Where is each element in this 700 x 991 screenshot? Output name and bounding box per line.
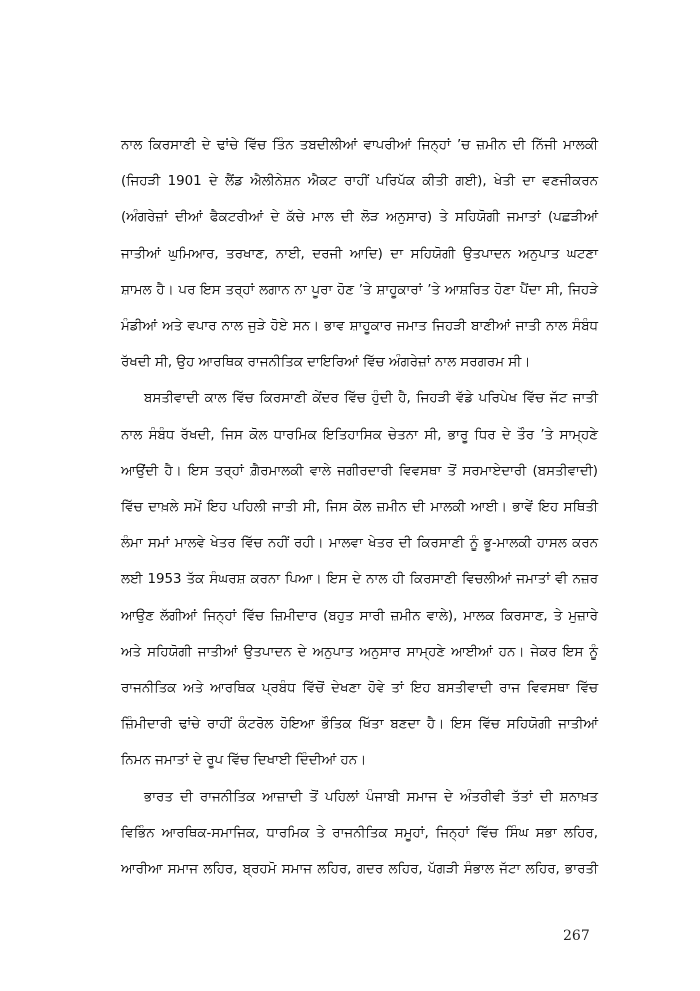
paragraph-1: ਨਾਲ ਕਿਰਸਾਣੀ ਦੇ ਢਾਂਚੇ ਵਿੱਚ ਤਿੰਨ ਤਬਦੀਲੀਆਂ ਵਾਪਰੀਆਂ ਜਿਨ੍ਹਾਂ ’ਚ ਜ਼ਮੀਨ ਦੀ ਨਿੱਜੀ ਮਾਲਕੀ (ਜਿਹੜੀ 1901 ਦੇ ਲੈਂਡ ਐਲੀਨੇਸ਼ਨ ਐਕਟ ਰਾਹੀਂ ਪਰਿਪੱਕ ਕੀਤੀ ਗਈ), ਖੇਤੀ ਦਾ ਵਣਜੀਕਰਨ (ਅੰਗਰੇਜ਼ਾਂ ਦੀਆਂ ਫੈਕਟਰੀਆਂ ਦੇ ਕੱਚੇ ਮਾਲ ਦੀ ਲੋੜ ਅਨੁਸਾਰ) ਤੇ ਸਹਿਯੋਗੀ ਜਮਾਤਾਂ (ਪਛੜੀਆਂ ਜਾਤੀਆਂ ਘੁਮਿਆਰ, ਤਰਖਾਣ, ਨਾਈ, ਦਰਜੀ ਆਦਿ) ਦਾ ਸਹਿਯੋਗੀ ਉਤਪਾਦਨ ਅਨੁਪਾਤ ਘਟਣਾ ਸ਼ਾਮਲ ਹੈ। ਪਰ ਇਸ ਤਰ੍ਹਾਂ ਲਗਾਨ ਨਾ ਪੂਰਾ ਹੋਣ ’ਤੇ ਸ਼ਾਹੂਕਾਰਾਂ ’ਤੇ ਆਸ਼ਰਿਤ ਹੋਣਾ ਪੈਂਦਾ ਸੀ, ਜਿਹੜੇ ਮੰਡੀਆਂ ਅਤੇ ਵਪਾਰ ਨਾਲ ਜੁੜੇ ਹੋਏ ਸਨ। ਭਾਵ ਸ਼ਾਹੂਕਾਰ ਜਮਾਤ ਜਿਹੜੀ ਬਾਣੀਆਂ ਜਾਤੀ ਨਾਲ ਸੰਬੰਧ ਰੱਖਦੀ ਸੀ, ਉਹ ਆਰਥਿਕ ਰਾਜਨੀਤਿਕ ਦਾਇਰਿਆਂ ਵਿੱਚ ਅੰਗਰੇਜ਼ਾਂ ਨਾਲ ਸਰਗਰਮ ਸੀ। <box>121 138 598 371</box>
paragraph-3: ਭਾਰਤ ਦੀ ਰਾਜਨੀਤਿਕ ਆਜ਼ਾਦੀ ਤੋਂ ਪਹਿਲਾਂ ਪੰਜਾਬੀ ਸਮਾਜ ਦੇ ਅੰਤਰੀਵੀ ਤੱਤਾਂ ਦੀ ਸ਼ਨਾਖ਼ਤ ਵਿਭਿੰਨ ਆਰਥਿਕ-ਸਮਾਜਿਕ, ਧਾਰਮਿਕ ਤੇ ਰਾਜਨੀਤਿਕ ਸਮੂਹਾਂ, ਜਿਨ੍ਹਾਂ ਵਿੱਚ ਸਿੰਘ ਸਭਾ ਲਹਿਰ, ਆਰੀਆ ਸਮਾਜ ਲਹਿਰ, ਬ੍ਰਹਮੋ ਸਮਾਜ ਲਹਿਰ, ਗਦਰ ਲਹਿਰ, ਪੱਗੜੀ ਸੰਭਾਲ ਜੱਟਾ ਲਹਿਰ, ਭਾਰਤੀ <box>121 789 598 878</box>
paragraph-2: ਬਸਤੀਵਾਦੀ ਕਾਲ ਵਿੱਚ ਕਿਰਸਾਣੀ ਕੇਂਦਰ ਵਿੱਚ ਹੁੰਦੀ ਹੈ, ਜਿਹੜੀ ਵੱਡੇ ਪਰਿਪੇਖ ਵਿੱਚ ਜੱਟ ਜਾਤੀ ਨਾਲ ਸੰਬੰਧ ਰੱਖਦੀ, ਜਿਸ ਕੋਲ ਧਾਰਮਿਕ ਇਤਿਹਾਸਿਕ ਚੇਤਨਾ ਸੀ, ਭਾਰੂ ਧਿਰ ਦੇ ਤੌਰ ’ਤੇ ਸਾਮ੍ਹਣੇ ਆਉਂਦੀ ਹੈ। ਇਸ ਤਰ੍ਹਾਂ ਗ਼ੈਰਮਾਲਕੀ ਵਾਲੇ ਜਗੀਰਦਾਰੀ ਵਿਵਸਥਾ ਤੋਂ ਸਰਮਾਏਦਾਰੀ (ਬਸਤੀਵਾਦੀ) ਵਿੱਚ ਦਾਖ਼ਲੇ ਸਮੇਂ ਇਹ ਪਹਿਲੀ ਜਾਤੀ ਸੀ, ਜਿਸ ਕੋਲ ਜ਼ਮੀਨ ਦੀ ਮਾਲਕੀ ਆਈ। ਭਾਵੇਂ ਇਹ ਸਥਿਤੀ ਲੰਮਾ ਸਮਾਂ ਮਾਲਵੇ ਖੇਤਰ ਵਿੱਚ ਨਹੀਂ ਰਹੀ। ਮਾਲਵਾ ਖੇਤਰ ਦੀ ਕਿਰਸਾਣੀ ਨੂੰ ਭੂ-ਮਾਲਕੀ ਹਾਸਲ ਕਰਨ ਲਈ 1953 ਤੱਕ ਸੰਘਰਸ਼ ਕਰਨਾ ਪਿਆ। ਇਸ ਦੇ ਨਾਲ ਹੀ ਕਿਰਸਾਣੀ ਵਿਚਲੀਆਂ ਜਮਾਤਾਂ ਵੀ ਨਜ਼ਰ ਆਉਣ ਲੱਗੀਆਂ ਜਿਨ੍ਹਾਂ ਵਿੱਚ ਜ਼ਿਮੀਦਾਰ (ਬਹੁਤ ਸਾਰੀ ਜ਼ਮੀਨ ਵਾਲੇ), ਮਾਲਕ ਕਿਰਸਾਣ, ਤੇ ਮੁਜ਼ਾਰੇ ਅਤੇ ਸਹਿਯੋਗੀ ਜਾਤੀਆਂ ਉਤਪਾਦਨ ਦੇ ਅਨੁਪਾਤ ਅਨੁਸਾਰ ਸਾਮ੍ਹਣੇ ਆਈਆਂ ਹਨ। ਜੇਕਰ ਇਸ ਨੂੰ ਰਾਜਨੀਤਿਕ ਅਤੇ ਆਰਥਿਕ ਪ੍ਰਬੰਧ ਵਿੱਚੋਂ ਦੇਖਣਾ ਹੋਵੇ ਤਾਂ ਇਹ ਬਸਤੀਵਾਦੀ ਰਾਜ ਵਿਵਸਥਾ ਵਿੱਚ ਜ਼ਿੰਮੀਦਾਰੀ ਢਾਂਚੇ ਰਾਹੀਂ ਕੰਟਰੋਲ ਹੋਇਆ ਭੌਤਿਕ ਖਿੱਤਾ ਬਣਦਾ ਹੈ। ਇਸ ਵਿੱਚ ਸਹਿਯੋਗੀ ਜਾਤੀਆਂ ਨਿਮਨ ਜਮਾਤਾਂ ਦੇ ਰੂਪ ਵਿੱਚ ਦਿਖਾਈ ਦਿੰਦੀਆਂ ਹਨ। <box>121 391 598 769</box>
page-number: 267 <box>563 928 590 944</box>
body-text <box>121 128 598 888</box>
